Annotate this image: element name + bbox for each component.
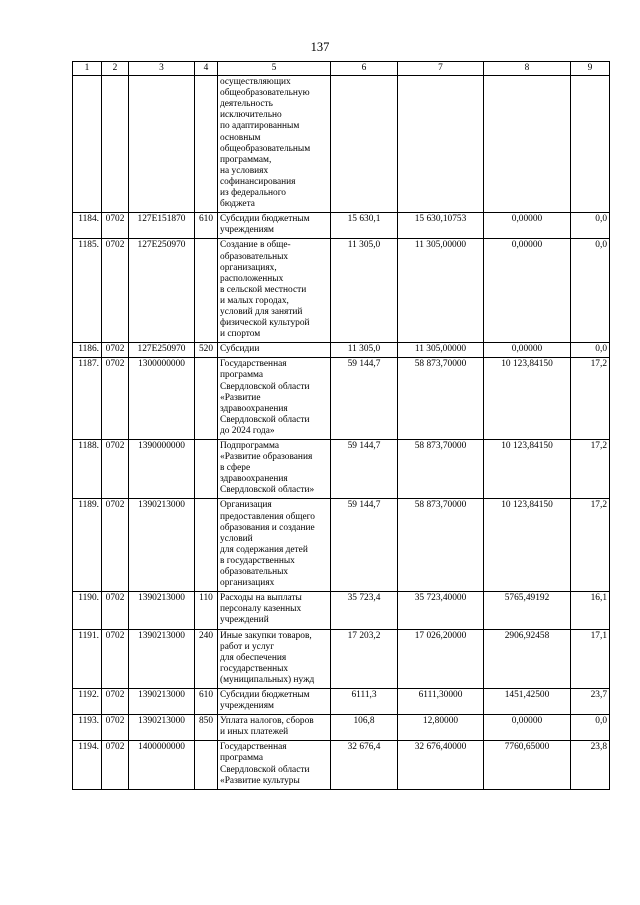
amount-cell <box>398 76 484 213</box>
amount-cell <box>331 741 398 789</box>
expense-type-cell-text: 610 <box>198 689 214 700</box>
header-cell: 2 <box>102 62 129 76</box>
expense-type-cell-text: 520 <box>198 344 214 355</box>
section-cell-text: 0702 <box>105 742 125 753</box>
expense-type-cell <box>195 741 218 789</box>
row-number-cell-text: 1193. <box>78 716 99 727</box>
row-number-cell <box>73 629 102 688</box>
item-name-cell <box>218 592 331 629</box>
execution-cell-text: 0,00000 <box>511 214 543 225</box>
expense-type-cell <box>195 343 218 358</box>
percent-cell-text: 0,0 <box>595 214 607 225</box>
percent-cell-text: 23,8 <box>590 742 607 753</box>
expense-type-cell-text: 850 <box>198 716 214 727</box>
row-number-cell-text: 1184. <box>78 214 99 225</box>
table-row <box>73 213 610 239</box>
amount-cell <box>331 343 398 358</box>
row-number-cell <box>73 343 102 358</box>
table-row <box>73 688 610 714</box>
target-article-cell-text: 1400000000 <box>138 742 185 753</box>
execution-cell-text: 1451,42500 <box>504 689 550 700</box>
amount-cell-text: 15 630,1 <box>347 214 381 225</box>
item-name-cell-text: осуществляющих общеобразовательную деятельность исключительно по адаптированным основным общеобразовательным программам, на условиях софинансирования из федерального бюджета <box>220 77 311 210</box>
section-cell <box>102 592 129 629</box>
item-name-cell <box>218 741 331 789</box>
section-cell-text: 0702 <box>105 716 125 727</box>
target-article-cell <box>129 499 195 592</box>
amount-cell-text: 35 723,4 <box>347 593 381 604</box>
table-row <box>73 76 610 213</box>
item-name-cell-text: Подпрограмма «Развитие образования в сфере здравоохранения Свердловской области» <box>220 441 315 496</box>
item-name-cell-text: Субсидии <box>220 344 260 355</box>
amount-cell-text: 59 144,7 <box>347 441 381 451</box>
section-cell-text: 0702 <box>105 630 125 641</box>
row-number-cell-text: 1185. <box>78 240 99 251</box>
execution-cell-text: 10 123,84150 <box>501 359 553 370</box>
header-cell: 8 <box>484 62 571 76</box>
target-article-cell <box>129 592 195 629</box>
item-name-cell <box>218 358 331 440</box>
target-article-cell-text: 1390213000 <box>138 716 185 727</box>
expense-type-cell <box>195 688 218 714</box>
amount-cell-text: 17 203,2 <box>347 630 381 641</box>
section-cell <box>102 343 129 358</box>
section-cell <box>102 741 129 789</box>
execution-cell-text: 0,00000 <box>511 716 543 727</box>
execution-cell <box>484 688 571 714</box>
percent-cell <box>571 499 610 592</box>
execution-cell-text: 0,00000 <box>511 240 543 251</box>
target-article-cell <box>129 688 195 714</box>
section-cell <box>102 239 129 343</box>
execution-cell <box>484 239 571 343</box>
expense-type-cell <box>195 499 218 592</box>
percent-cell <box>571 741 610 789</box>
header-row <box>73 62 610 76</box>
row-number-cell-text: 1188. <box>78 441 99 451</box>
amount-cell <box>331 76 398 213</box>
section-cell-text: 0702 <box>105 344 125 355</box>
item-name-cell <box>218 213 331 239</box>
section-cell <box>102 358 129 440</box>
header-cell: 4 <box>195 62 218 76</box>
section-cell <box>102 76 129 213</box>
amount-cell-text: 6111,30000 <box>418 689 463 700</box>
percent-cell-text: 17,2 <box>590 500 607 511</box>
amount-cell-text: 11 305,0 <box>347 344 381 355</box>
row-number-cell-text: 1187. <box>78 359 99 370</box>
target-article-cell <box>129 741 195 789</box>
percent-cell-text: 17,2 <box>590 359 607 370</box>
row-number-cell-text: 1192. <box>78 689 99 700</box>
percent-cell-text: 16,1 <box>590 593 607 604</box>
table-row <box>73 358 610 440</box>
execution-cell <box>484 213 571 239</box>
percent-cell <box>571 213 610 239</box>
table-row <box>73 629 610 688</box>
table-row <box>73 440 610 499</box>
row-number-cell <box>73 440 102 499</box>
target-article-cell <box>129 715 195 741</box>
percent-cell-text: 17,2 <box>590 441 607 451</box>
execution-cell-text: 5765,49192 <box>504 593 550 604</box>
item-name-cell <box>218 499 331 592</box>
target-article-cell-text: 1300000000 <box>138 359 185 370</box>
expense-type-cell <box>195 213 218 239</box>
header-cell: 6 <box>331 62 398 76</box>
amount-cell-text: 35 723,40000 <box>414 593 467 604</box>
amount-cell-text: 32 676,40000 <box>414 742 467 753</box>
target-article-cell-text: 1390213000 <box>138 593 185 604</box>
amount-cell <box>331 592 398 629</box>
item-name-cell <box>218 715 331 741</box>
target-article-cell-text: 1390213000 <box>138 689 185 700</box>
item-name-cell <box>218 239 331 343</box>
amount-cell-text: 12,80000 <box>422 716 459 727</box>
section-cell <box>102 213 129 239</box>
target-article-cell-text: 1390213000 <box>138 500 185 511</box>
execution-cell-text: 7760,65000 <box>504 742 550 753</box>
amount-cell <box>331 440 398 499</box>
amount-cell <box>398 688 484 714</box>
table-row <box>73 741 610 789</box>
amount-cell-text: 17 026,20000 <box>414 630 467 641</box>
execution-cell <box>484 499 571 592</box>
row-number-cell <box>73 76 102 213</box>
target-article-cell-text: 1390213000 <box>138 630 185 641</box>
expense-type-cell <box>195 715 218 741</box>
expense-type-cell <box>195 76 218 213</box>
row-number-cell-text: 1189. <box>78 500 99 511</box>
percent-cell-text: 0,0 <box>595 240 607 251</box>
item-name-cell-text: Субсидии бюджетным учреждениям <box>220 689 310 712</box>
row-number-cell-text: 1194. <box>78 742 99 753</box>
amount-cell <box>331 715 398 741</box>
expense-type-cell <box>195 629 218 688</box>
expense-type-cell <box>195 440 218 499</box>
percent-cell <box>571 629 610 688</box>
header-cell: 1 <box>73 62 102 76</box>
row-number-cell <box>73 688 102 714</box>
item-name-cell-text: Государственная программа Свердловской области «Развитие здравоохранения Свердловской области до 2024 года» <box>220 359 310 436</box>
header-cell: 7 <box>398 62 484 76</box>
amount-cell <box>398 343 484 358</box>
expense-type-cell-text: 110 <box>199 593 213 604</box>
amount-cell-text: 11 305,00000 <box>414 240 467 251</box>
table-body <box>73 76 610 790</box>
amount-cell-text: 58 873,70000 <box>414 359 467 370</box>
section-cell <box>102 688 129 714</box>
execution-cell <box>484 629 571 688</box>
percent-cell <box>571 239 610 343</box>
amount-cell <box>398 499 484 592</box>
target-article-cell <box>129 213 195 239</box>
expense-type-cell-text: 240 <box>198 630 214 641</box>
expense-type-cell-text: 610 <box>198 214 214 225</box>
item-name-cell-text: Уплата налогов, сборов и иных платежей <box>220 716 314 738</box>
amount-cell-text: 106,8 <box>353 716 375 727</box>
section-cell <box>102 499 129 592</box>
section-cell-text: 0702 <box>105 500 125 511</box>
section-cell <box>102 715 129 741</box>
row-number-cell <box>73 499 102 592</box>
table-row <box>73 592 610 629</box>
table-row <box>73 499 610 592</box>
amount-cell <box>398 358 484 440</box>
section-cell-text: 0702 <box>105 593 125 604</box>
expense-type-cell <box>195 239 218 343</box>
table-row <box>73 343 610 358</box>
target-article-cell <box>129 358 195 440</box>
section-cell-text: 0702 <box>105 240 125 251</box>
execution-cell <box>484 741 571 789</box>
table-row <box>73 715 610 741</box>
percent-cell <box>571 592 610 629</box>
section-cell-text: 0702 <box>105 214 125 225</box>
percent-cell <box>571 440 610 499</box>
amount-cell <box>331 358 398 440</box>
amount-cell <box>398 715 484 741</box>
percent-cell-text: 0,0 <box>595 344 607 355</box>
item-name-cell-text: Организация предоставления общего образования и создание условий для содержания детей в государственных образовательных организациях <box>220 500 315 589</box>
percent-cell <box>571 343 610 358</box>
target-article-cell <box>129 440 195 499</box>
target-article-cell <box>129 239 195 343</box>
amount-cell-text: 15 630,10753 <box>414 214 467 225</box>
item-name-cell <box>218 440 331 499</box>
item-name-cell <box>218 76 331 213</box>
percent-cell-text: 0,0 <box>595 716 607 727</box>
execution-cell <box>484 440 571 499</box>
section-cell-text: 0702 <box>105 359 125 370</box>
item-name-cell-text: Расходы на выплаты персоналу казенных учреждений <box>220 593 302 626</box>
execution-cell-text: 0,00000 <box>511 344 543 355</box>
header-cell: 9 <box>571 62 610 76</box>
execution-cell <box>484 76 571 213</box>
target-article-cell <box>129 343 195 358</box>
amount-cell <box>398 629 484 688</box>
amount-cell <box>398 213 484 239</box>
percent-cell <box>571 76 610 213</box>
header-cell: 5 <box>218 62 331 76</box>
section-cell-text: 0702 <box>105 441 125 451</box>
execution-cell <box>484 592 571 629</box>
amount-cell <box>398 592 484 629</box>
header-cell: 3 <box>129 62 195 76</box>
amount-cell <box>398 440 484 499</box>
target-article-cell <box>129 76 195 213</box>
execution-cell-text: 10 123,84150 <box>501 500 553 511</box>
section-cell-text: 0702 <box>105 689 125 700</box>
row-number-cell <box>73 592 102 629</box>
item-name-cell <box>218 343 331 358</box>
amount-cell <box>398 741 484 789</box>
percent-cell <box>571 688 610 714</box>
percent-cell-text: 17,1 <box>590 630 607 641</box>
amount-cell <box>331 499 398 592</box>
execution-cell-text: 2906,92458 <box>504 630 550 641</box>
percent-cell-text: 23,7 <box>590 689 607 700</box>
item-name-cell-text: Иные закупки товаров, работ и услуг для обеспечения государственных (муниципальных) нужд <box>220 630 315 685</box>
row-number-cell-text: 1186. <box>78 344 99 355</box>
item-name-cell-text: Субсидии бюджетным учреждениям <box>220 214 310 236</box>
target-article-cell <box>129 629 195 688</box>
amount-cell <box>331 239 398 343</box>
amount-cell <box>331 688 398 714</box>
budget-table <box>72 61 610 790</box>
row-number-cell-text: 1191. <box>78 630 99 641</box>
section-cell <box>102 629 129 688</box>
amount-cell <box>331 629 398 688</box>
row-number-cell <box>73 715 102 741</box>
amount-cell-text: 11 305,0 <box>347 240 381 251</box>
amount-cell-text: 58 873,70000 <box>414 500 467 511</box>
amount-cell-text: 6111,3 <box>351 689 377 700</box>
page-number: 137 <box>310 40 330 54</box>
row-number-cell <box>73 741 102 789</box>
target-article-cell-text: 127Е250970 <box>137 344 186 355</box>
percent-cell <box>571 715 610 741</box>
item-name-cell-text: Создание в обще- образовательных организациях, расположенных в сельской местности и малых городах, условий для занятий физической культурой и спортом <box>220 240 310 340</box>
item-name-cell <box>218 688 331 714</box>
amount-cell <box>331 213 398 239</box>
amount-cell <box>398 239 484 343</box>
amount-cell-text: 58 873,70000 <box>414 441 467 451</box>
execution-cell <box>484 715 571 741</box>
row-number-cell-text: 1190. <box>78 593 99 604</box>
percent-cell <box>571 358 610 440</box>
amount-cell-text: 11 305,00000 <box>414 344 467 355</box>
amount-cell-text: 59 144,7 <box>347 359 381 370</box>
row-number-cell <box>73 358 102 440</box>
expense-type-cell <box>195 592 218 629</box>
table-row <box>73 239 610 343</box>
expense-type-cell <box>195 358 218 440</box>
target-article-cell-text: 1390000000 <box>138 441 185 451</box>
section-cell <box>102 440 129 499</box>
row-number-cell <box>73 239 102 343</box>
target-article-cell-text: 127Е250970 <box>137 240 186 251</box>
target-article-cell-text: 127Е151870 <box>137 214 186 225</box>
item-name-cell-text: Государственная программа Свердловской области «Развитие культуры <box>220 742 310 786</box>
execution-cell <box>484 343 571 358</box>
amount-cell-text: 32 676,4 <box>347 742 381 753</box>
execution-cell <box>484 358 571 440</box>
amount-cell-text: 59 144,7 <box>347 500 381 511</box>
item-name-cell <box>218 629 331 688</box>
row-number-cell <box>73 213 102 239</box>
execution-cell-text: 10 123,84150 <box>501 441 553 451</box>
